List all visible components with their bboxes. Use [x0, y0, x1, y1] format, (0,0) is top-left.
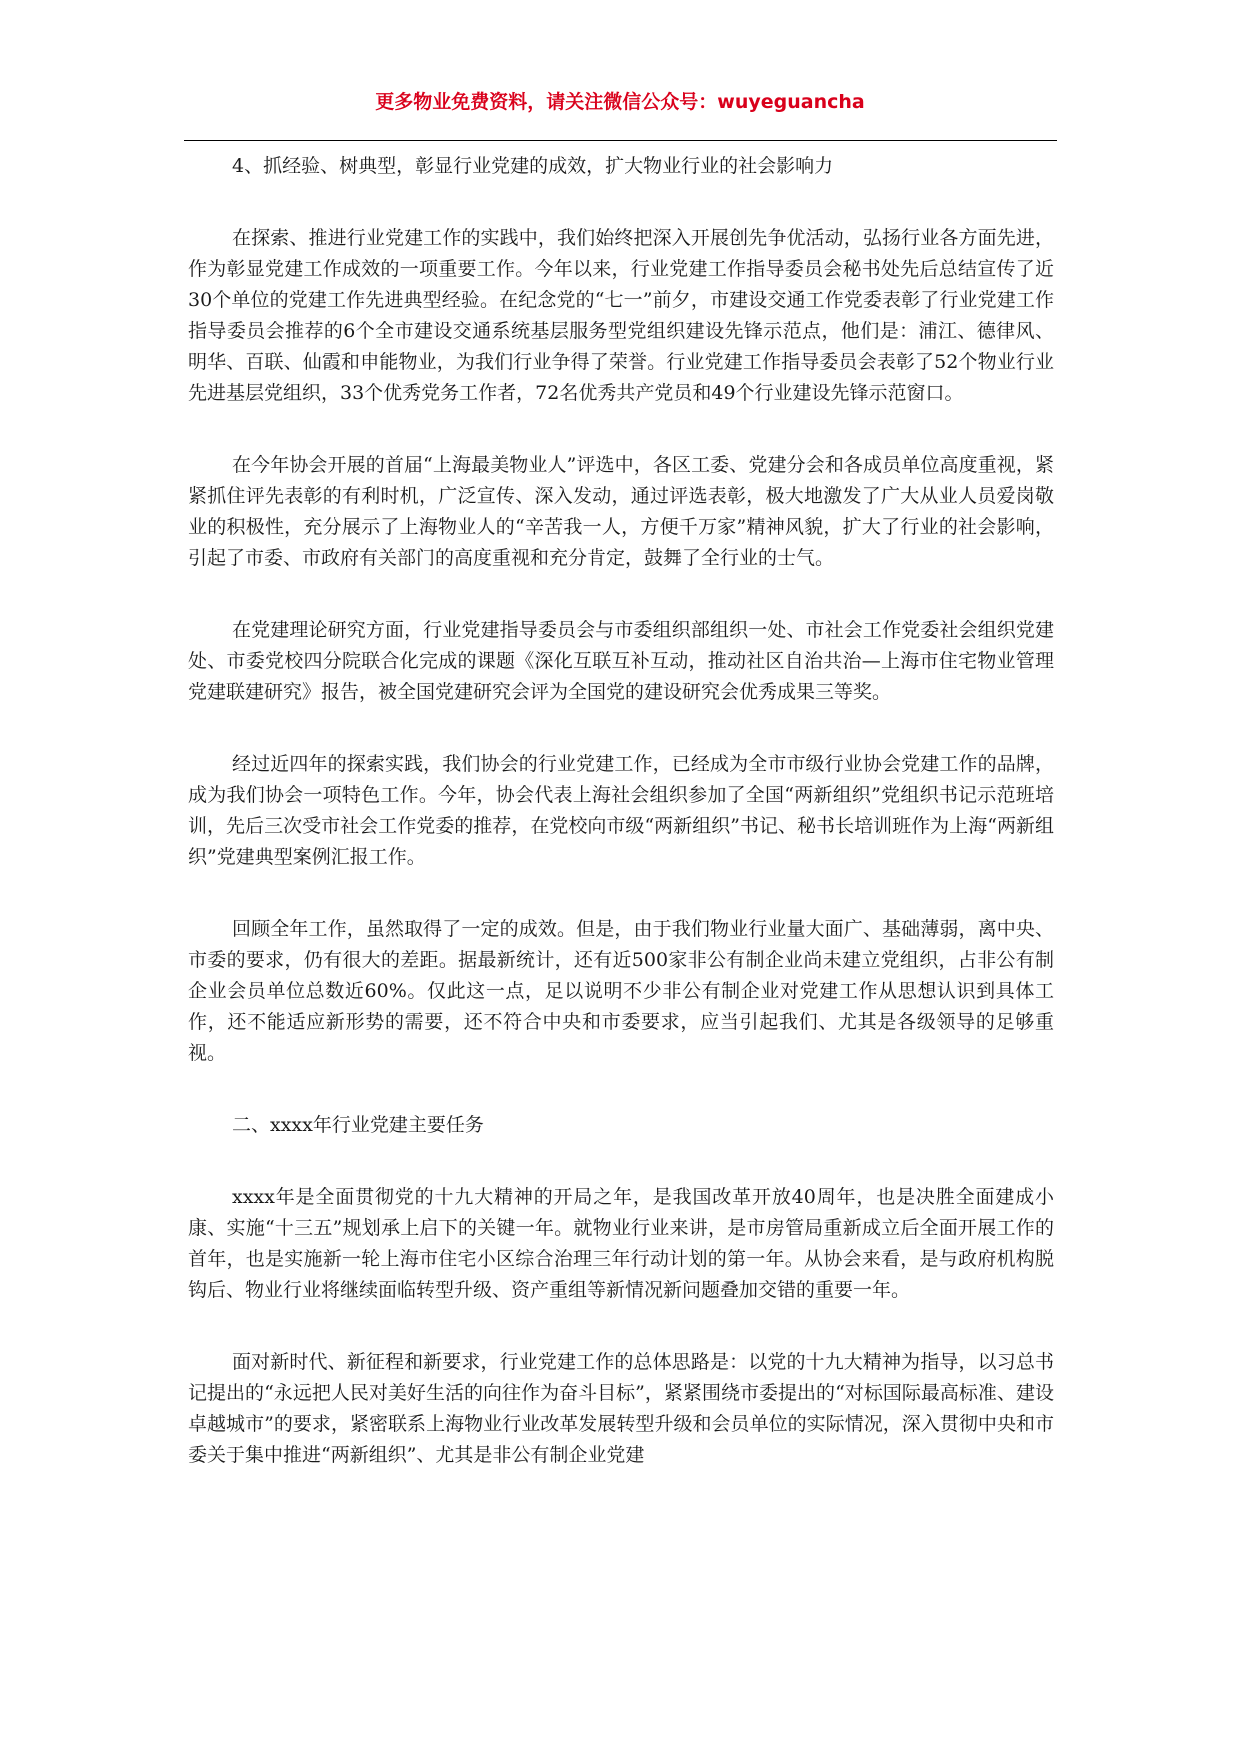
section-heading-2: 二、xxxx年行业党建主要任务	[232, 1114, 484, 1136]
section-heading-4: 4、抓经验、树典型，彰显行业党建的成效，扩大物业行业的社会影响力	[232, 155, 834, 177]
promo-header: 更多物业免费资料，请关注微信公众号：wuyeguancha	[375, 91, 865, 113]
paragraph-best-property-person: 在今年协会开展的首届“上海最美物业人”评选中，各区工委、党建分会和各成员单位高度重视，紧紧抓住评先表彰的有利时机，广泛宣传、深入发动，通过评选表彰，极大地激发了广大从业人员爱岗敬业的积极性，充分展示了上海物业人的“辛苦我一人，方便千万家”精神风貌，扩大了行业的社会影响，引起了市委、市政府有关部门的高度重视和充分肯定，鼓舞了全行业的士气。	[188, 454, 1054, 569]
document-body	[188, 151, 1054, 1512]
header-divider	[184, 140, 1057, 141]
paragraph-overall-approach: 面对新时代、新征程和新要求，行业党建工作的总体思路是：以党的十九大精神为指导，以习总书记提出的“永远把人民对美好生活的向往作为奋斗目标”，紧紧围绕市委提出的“对标国际最高标准、建设卓越城市”的要求，紧密联系上海物业行业改革发展转型升级和会员单位的实际情况，深入贯彻中央和市委关于集中推进“两新组织”、尤其是非公有制企业党建	[188, 1351, 1054, 1466]
paragraph-exemplars: 在探索、推进行业党建工作的实践中，我们始终把深入开展创先争优活动，弘扬行业各方面先进，作为彰显党建工作成效的一项重要工作。今年以来，行业党建工作指导委员会秘书处先后总结宣传了近30个单位的党建工作先进典型经验。在纪念党的“七一”前夕，市建设交通工作党委表彰了行业党建工作指导委员会推荐的6个全市建设交通系统基层服务型党组织建设先锋示范点，他们是：浦江、德律风、明华、百联、仙霞和申能物业，为我们行业争得了荣誉。行业党建工作指导委员会表彰了52个物业行业先进基层党组织，33个优秀党务工作者，72名优秀共产党员和49个行业建设先锋示范窗口。	[188, 227, 1054, 404]
paragraph-four-years-practice: 经过近四年的探索实践，我们协会的行业党建工作，已经成为全市市级行业协会党建工作的品牌，成为我们协会一项特色工作。今年，协会代表上海社会组织参加了全国“两新组织”党组织书记示范班培训，先后三次受市社会工作党委的推荐，在党校向市级“两新组织”书记、秘书长培训班作为上海“两新组织”党建典型案例汇报工作。	[188, 753, 1054, 868]
paragraph-year-overview: xxxx年是全面贯彻党的十九大精神的开局之年，是我国改革开放40周年，也是决胜全面建成小康、实施“十三五”规划承上启下的关键一年。就物业行业来讲，是市房管局重新成立后全面开展工作的首年，也是实施新一轮上海市住宅小区综合治理三年行动计划的第一年。从协会来看，是与政府机构脱钩后、物业行业将继续面临转型升级、资产重组等新情况新问题叠加交错的重要一年。	[188, 1186, 1054, 1301]
paragraph-theory-research: 在党建理论研究方面，行业党建指导委员会与市委组织部组织一处、市社会工作党委社会组织党建处、市委党校四分院联合化完成的课题《深化互联互补互动，推动社区自治共治—上海市住宅物业管理党建联建研究》报告，被全国党建研究会评为全国党的建设研究会优秀成果三等奖。	[188, 619, 1054, 703]
paragraph-review: 回顾全年工作，虽然取得了一定的成效。但是，由于我们物业行业量大面广、基础薄弱，离中央、市委的要求，仍有很大的差距。据最新统计，还有近500家非公有制企业尚未建立党组织，占非公有制企业会员单位总数近60%。仅此这一点，足以说明不少非公有制企业对党建工作从思想认识到具体工作，还不能适应新形势的需要，还不符合中央和市委要求，应当引起我们、尤其是各级领导的足够重视。	[188, 918, 1054, 1064]
